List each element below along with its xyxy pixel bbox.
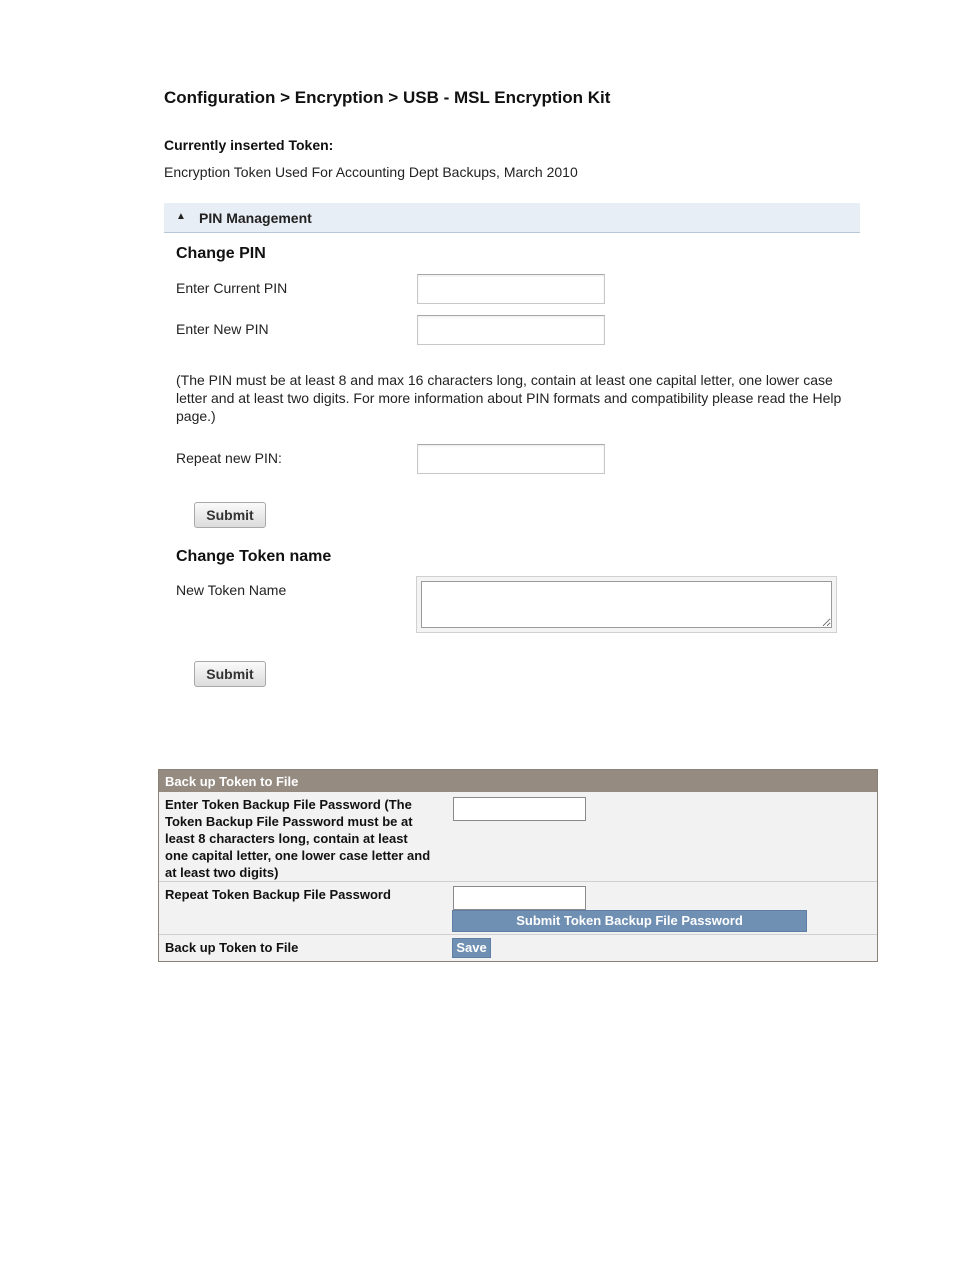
new-pin-input[interactable]	[417, 315, 605, 345]
current-token-label: Currently inserted Token:	[164, 137, 334, 153]
pin-management-title: PIN Management	[199, 210, 312, 226]
backup-repeat-input[interactable]	[453, 886, 586, 910]
current-pin-label: Enter Current PIN	[176, 280, 288, 296]
backup-save-row	[159, 934, 877, 962]
new-pin-label: Enter New PIN	[176, 321, 269, 337]
new-token-name-wrapper	[416, 576, 837, 633]
change-pin-title: Change PIN	[176, 245, 266, 262]
current-token-value: Encryption Token Used For Accounting Dept Backups, March 2010	[164, 164, 578, 180]
change-token-name-title: Change Token name	[176, 548, 332, 565]
pin-management-header[interactable]	[164, 203, 860, 233]
submit-pin-button[interactable]: Submit	[194, 502, 266, 528]
new-token-name-input[interactable]	[421, 581, 832, 628]
backup-save-label: Back up Token to File	[165, 940, 299, 955]
repeat-pin-input[interactable]	[417, 444, 605, 474]
repeat-pin-label: Repeat new PIN:	[176, 450, 282, 466]
current-pin-input[interactable]	[417, 274, 605, 304]
backup-password-row	[159, 792, 877, 881]
breadcrumb: Configuration > Encryption > USB - MSL Encryption Kit	[164, 88, 611, 107]
backup-password-label: Enter Token Backup File Password (The Token Backup File Password must be at least 8 characters long, contain at least one capital letter, one lower case letter and at least two digits)	[165, 797, 431, 880]
backup-panel-title: Back up Token to File	[165, 774, 299, 789]
pin-requirements-note: (The PIN must be at least 8 and max 16 characters long, contain at least one capital letter, one lower case letter and at least two digits. For more information about PIN formats and compatibility please read the Help page.)	[176, 372, 842, 424]
backup-panel-header	[159, 770, 877, 792]
submit-backup-password-button[interactable]: Submit Token Backup File Password	[452, 910, 807, 932]
backup-repeat-row	[159, 881, 877, 935]
triangle-up-icon[interactable]: ▲	[176, 211, 186, 222]
backup-repeat-label: Repeat Token Backup File Password	[165, 887, 391, 902]
backup-token-panel	[158, 769, 878, 962]
new-token-name-label: New Token Name	[176, 582, 287, 598]
save-backup-button[interactable]: Save	[452, 938, 491, 958]
backup-password-input[interactable]	[453, 797, 586, 821]
submit-token-name-button[interactable]: Submit	[194, 661, 266, 687]
